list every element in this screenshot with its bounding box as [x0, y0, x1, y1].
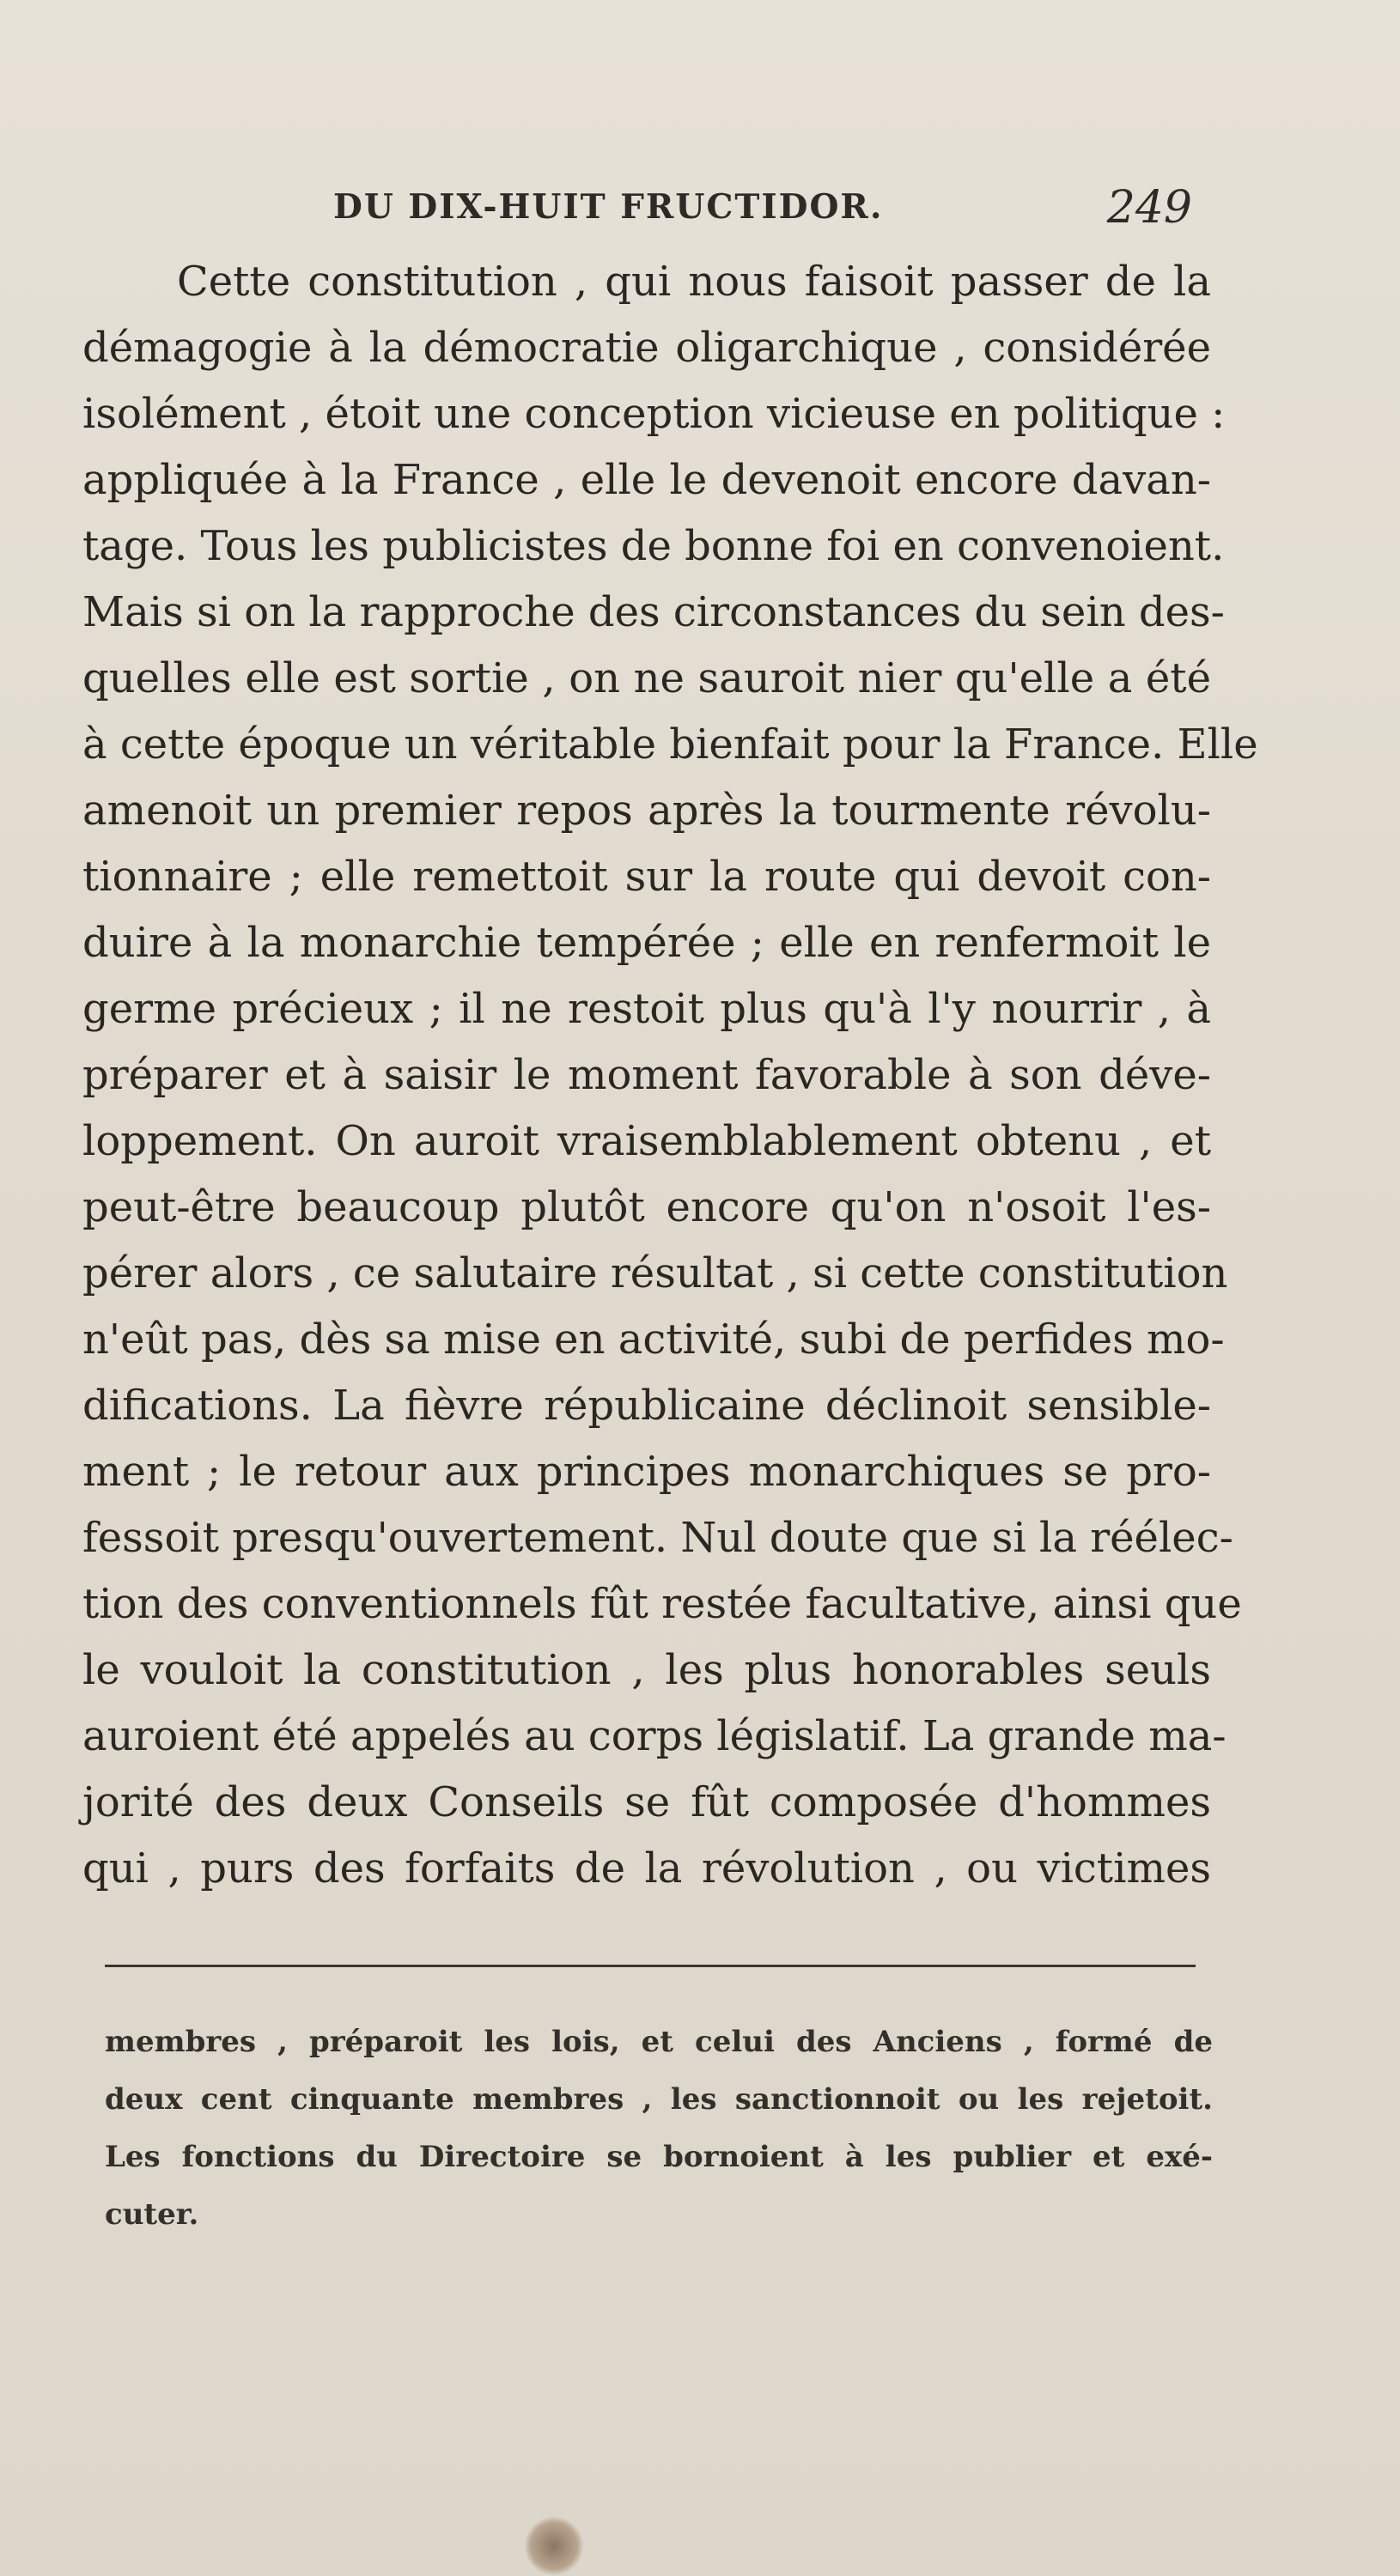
text-line: tage. Tous les publicistes de bonne foi en convenoient.: [82, 522, 1225, 570]
text-line: jorité des deux Conseils se fût composée d'hommes: [82, 1778, 1211, 1826]
page-number: 249: [1106, 182, 1192, 234]
footnote-line: Les fonctions du Directoire se bornoient à les publier et exé-: [105, 2140, 1213, 2174]
footnote-divider: [105, 1965, 1196, 1967]
text-line: duire à la monarchie tempérée ; elle en renfermoit le: [82, 919, 1211, 967]
text-line: à cette époque un véritable bienfait pour la France. Elle: [82, 720, 1258, 769]
text-line: quelles elle est sortie , on ne sauroit nier qu'elle a été: [82, 654, 1211, 702]
text-line: pérer alors , ce salutaire résultat , si cette constitution: [82, 1249, 1228, 1297]
text-line: ment ; le retour aux principes monarchiques se pro-: [82, 1448, 1211, 1496]
text-line: préparer et à saisir le moment favorable à son déve-: [82, 1051, 1211, 1099]
text-line: le vouloit la constitution , les plus honorables seuls: [82, 1646, 1211, 1694]
page-header: [333, 182, 1209, 237]
running-title: DU DIX-HUIT FRUCTIDOR.: [333, 187, 884, 227]
text-line: germe précieux ; il ne restoit plus qu'à l'y nourrir , à: [82, 985, 1211, 1033]
text-line: démagogie à la démocratie oligarchique , considérée: [82, 324, 1211, 372]
text-line: difications. La fièvre républicaine déclinoit sensible-: [82, 1382, 1211, 1430]
text-line: tion des conventionnels fût restée facultative, ainsi que: [82, 1580, 1242, 1628]
footnote-line: cuter.: [105, 2197, 199, 2232]
text-line: peut-être beaucoup plutôt encore qu'on n'osoit l'es-: [82, 1183, 1211, 1231]
text-line: qui , purs des forfaits de la révolution , ou victimes: [82, 1844, 1211, 1893]
text-line: tionnaire ; elle remettoit sur la route qui devoit con-: [82, 853, 1211, 901]
footnote: [105, 2014, 1213, 2244]
footnote-line: membres , préparoit les lois, et celui des Anciens , formé de: [105, 2025, 1213, 2059]
text-line: amenoit un premier repos après la tourmente révolu-: [82, 787, 1211, 835]
paper-stain: [524, 2516, 584, 2576]
body-paragraph: [82, 249, 1258, 1902]
text-line: fessoit presqu'ouvertement. Nul doute que si la réélec-: [82, 1514, 1233, 1562]
text-line: n'eût pas, dès sa mise en activité, subi de perfides mo-: [82, 1315, 1225, 1364]
text-line: loppement. On auroit vraisemblablement obtenu , et: [82, 1117, 1211, 1165]
text-line: appliquée à la France , elle le devenoit encore davan-: [82, 456, 1211, 504]
text-line: isolément , étoit une conception vicieuse en politique :: [82, 390, 1226, 438]
text-line: Mais si on la rapproche des circonstances du sein des-: [82, 588, 1225, 636]
footnote-line: deux cent cinquante membres , les sanctionnoit ou les rejetoit.: [105, 2082, 1213, 2117]
text-line: Cette constitution , qui nous faisoit passer de la: [177, 258, 1211, 306]
text-line: auroient été appelés au corps législatif. La grande ma-: [82, 1712, 1227, 1760]
